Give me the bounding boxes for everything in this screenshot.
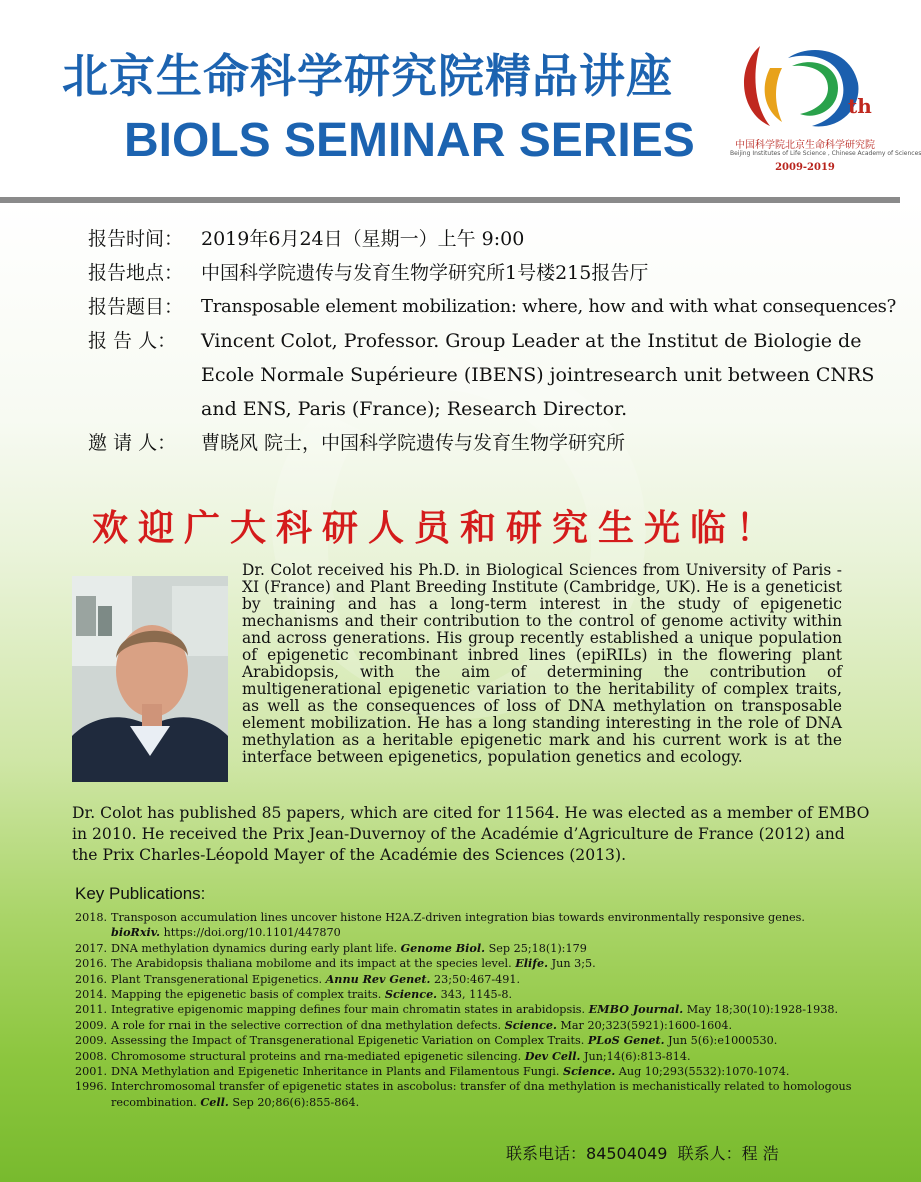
publication-item bbox=[75, 972, 855, 987]
event-info bbox=[88, 222, 896, 460]
header-divider bbox=[0, 197, 900, 203]
publication-year: 2014. bbox=[75, 988, 108, 1002]
speaker-line: and ENS, Paris (France); Research Director. bbox=[201, 398, 628, 420]
publication-title: DNA methylation dynamics during early plant life. bbox=[111, 941, 398, 955]
publication-citation: Sep 25;18(1):179 bbox=[488, 941, 587, 955]
publication-journal: Genome Biol. bbox=[400, 940, 486, 955]
publication-item bbox=[75, 1002, 855, 1017]
speaker-label: 报 告 人： bbox=[88, 330, 177, 352]
publication-item bbox=[75, 1033, 855, 1048]
bio-paragraph-2: Dr. Colot has published 85 papers, which are cited for 11564. He was elected as a member of EMBO in 2010. He received the Prix Jean-Duvernoy of the Académie d’Agriculture de France (2012) and the Prix Charles-Léopold Mayer of the Académie des Sciences (2013). bbox=[72, 804, 870, 864]
publication-citation: Jun 5(6):e1000530. bbox=[668, 1034, 778, 1048]
publications-title: Key Publications: bbox=[75, 884, 206, 903]
host-label: 邀 请 人： bbox=[88, 432, 177, 454]
publication-text bbox=[111, 956, 855, 971]
publication-title: Mapping the epigenetic basis of complex traits. bbox=[111, 988, 382, 1002]
welcome-banner: 欢迎广大科研人员和研究生光临！ bbox=[92, 508, 783, 549]
publication-journal: Science. bbox=[504, 1017, 557, 1032]
publication-journal: PLoS Genet. bbox=[587, 1033, 665, 1048]
publication-title: The Arabidopsis thaliana mobilome and its impact at the species level. bbox=[111, 957, 512, 971]
publication-text bbox=[111, 1018, 855, 1033]
speaker-photo bbox=[72, 576, 228, 782]
publication-citation: Jun;14(6):813-814. bbox=[584, 1049, 691, 1063]
speaker-line: Vincent Colot, Professor. Group Leader at the Institut de Biologie de bbox=[201, 330, 862, 352]
publication-year: 2016. bbox=[75, 957, 108, 971]
host-value: 曹晓风 院士，中国科学院遗传与发育生物学研究所 bbox=[201, 432, 626, 454]
place-label: 报告地点： bbox=[88, 262, 184, 284]
publication-citation: Sep 20;86(6):855-864. bbox=[232, 1095, 360, 1109]
publication-journal: Annu Rev Genet. bbox=[325, 971, 431, 986]
publication-journal: Science. bbox=[384, 987, 438, 1002]
title-chinese: 北京生命科学研究院精品讲座 bbox=[62, 49, 673, 103]
anniversary-logo bbox=[730, 38, 921, 188]
publication-journal: Elife. bbox=[515, 956, 549, 971]
publication-citation: May 18;30(10):1928-1938. bbox=[686, 1003, 839, 1017]
publication-citation: Jun 3;5. bbox=[551, 957, 596, 971]
publication-year: 2009. bbox=[75, 1034, 108, 1048]
contact-info bbox=[506, 1141, 779, 1164]
publication-text bbox=[111, 1002, 855, 1017]
header bbox=[0, 0, 921, 198]
publication-year: 2011. bbox=[75, 1003, 108, 1017]
publication-citation: 343, 1145-8. bbox=[440, 988, 513, 1002]
publication-journal: Dev Cell. bbox=[524, 1048, 581, 1063]
publication-text bbox=[111, 941, 855, 956]
publication-title: DNA Methylation and Epigenetic Inheritance in Plants and Filamentous Fungi. bbox=[111, 1065, 560, 1079]
publication-title: Chromosome structural proteins and rna-mediated epigenetic silencing. bbox=[111, 1049, 522, 1063]
bio-paragraph-1: Dr. Colot received his Ph.D. in Biological Sciences from University of Paris -XI (France) and Plant Breeding Institute (Cambridge, UK). He is a geneticist by training and has a long-term interest in the study of epigenetic mechanisms and their contribution to the control of genome activity within and across generations. His group recently established a unique population of epigenetic recombinant inbred lines (epiRILs) in the flowering plant Arabidopsis, with the aim of determining the contribution of multigenerational epigenetic variation to the heritability of complex traits, as well as the consequences of loss of DNA methylation on transposable element mobilization. He has a long standing interesting in the role of DNA methylation as a heritable epigenetic mark and his current work is at the interface between epigenetics, population genetics and ecology. bbox=[242, 561, 842, 766]
publication-year: 2016. bbox=[75, 972, 108, 986]
publication-text bbox=[111, 1079, 855, 1110]
speaker-row bbox=[88, 324, 888, 358]
publication-text bbox=[111, 1064, 855, 1079]
host-row bbox=[88, 426, 888, 460]
publication-journal: EMBO Journal. bbox=[588, 1002, 684, 1017]
publication-title: Plant Transgenerational Epigenetics. bbox=[111, 972, 323, 986]
contact-person-label: 联系人： bbox=[677, 1144, 742, 1163]
publication-item bbox=[75, 1049, 855, 1064]
publication-item bbox=[75, 910, 855, 941]
publication-year: 2018. bbox=[75, 911, 108, 924]
publication-citation: 23;50:467-491. bbox=[433, 972, 521, 986]
publication-text bbox=[111, 1033, 855, 1048]
publication-year: 1996. bbox=[75, 1080, 108, 1094]
logo-years: 2009-2019 bbox=[775, 162, 835, 173]
publication-item bbox=[75, 956, 855, 971]
publication-title: Assessing the Impact of Transgenerational Epigenetic Variation on Complex Traits. bbox=[111, 1034, 585, 1048]
publication-text bbox=[111, 972, 855, 987]
publication-citation: Aug 10;293(5532):1070-1074. bbox=[618, 1065, 790, 1079]
publication-list bbox=[75, 910, 855, 1110]
contact-phone-label: 联系电话： bbox=[506, 1144, 587, 1163]
publication-year: 2001. bbox=[75, 1065, 108, 1079]
time-value: 2019年6月24日（星期一）上午 9:00 bbox=[201, 228, 525, 250]
contact-phone: 84504049 bbox=[586, 1144, 668, 1163]
place-row bbox=[88, 256, 888, 290]
publication-year: 2009. bbox=[75, 1018, 108, 1032]
publication-journal: Cell. bbox=[200, 1094, 229, 1109]
publication-year: 2008. bbox=[75, 1049, 108, 1063]
contact-person: 程 浩 bbox=[741, 1144, 779, 1163]
publication-title: Interchromosomal transfer of epigenetic states in ascobolus: transfer of dna methylation is mechanistically related to homologous recombination. bbox=[111, 1080, 852, 1109]
topic-row bbox=[88, 290, 896, 324]
publication-item bbox=[75, 1064, 855, 1079]
time-row bbox=[88, 222, 888, 256]
title-english: BIOLS SEMINAR SERIES bbox=[124, 114, 695, 167]
logo-ring-icon bbox=[730, 38, 880, 138]
publication-item bbox=[75, 1018, 855, 1033]
logo-org-english: Beijing Institutes of Life Science , Chinese Academy of Sciences bbox=[730, 150, 921, 157]
publication-text bbox=[111, 987, 855, 1002]
publication-item bbox=[75, 1079, 855, 1110]
publication-citation: Mar 20;323(5921):1600-1604. bbox=[560, 1018, 733, 1032]
publication-item bbox=[75, 987, 855, 1002]
time-label: 报告时间： bbox=[88, 228, 184, 250]
publication-year: 2017. bbox=[75, 941, 108, 955]
publication-title: A role for rnai in the selective correction of dna methylation defects. bbox=[111, 1018, 502, 1032]
speaker-line: Ecole Normale Supérieure (IBENS) jointresearch unit between CNRS bbox=[201, 364, 875, 386]
publication-journal: bioRxiv. bbox=[111, 925, 161, 940]
publication-text bbox=[111, 910, 855, 941]
publication-text bbox=[111, 1049, 855, 1064]
publication-item bbox=[75, 941, 855, 956]
place-value: 中国科学院遗传与发育生物学研究所1号楼215报告厅 bbox=[201, 262, 649, 284]
publication-title: Transposon accumulation lines uncover histone H2A.Z-driven integration bias towards environmentally responsive genes. bbox=[111, 911, 805, 924]
topic-label: 报告题目： bbox=[88, 296, 184, 318]
topic-value: Transposable element mobilization: where, how and with what consequences? bbox=[201, 296, 896, 317]
logo-org-chinese: 中国科学院北京生命科学研究院 bbox=[735, 140, 875, 151]
logo-suffix: th bbox=[848, 94, 872, 118]
publication-journal: Science. bbox=[563, 1064, 616, 1079]
publication-title: Integrative epigenomic mapping defines four main chromatin states in arabidopsis. bbox=[111, 1003, 586, 1017]
publication-citation: https://doi.org/10.1101/447870 bbox=[163, 926, 341, 940]
